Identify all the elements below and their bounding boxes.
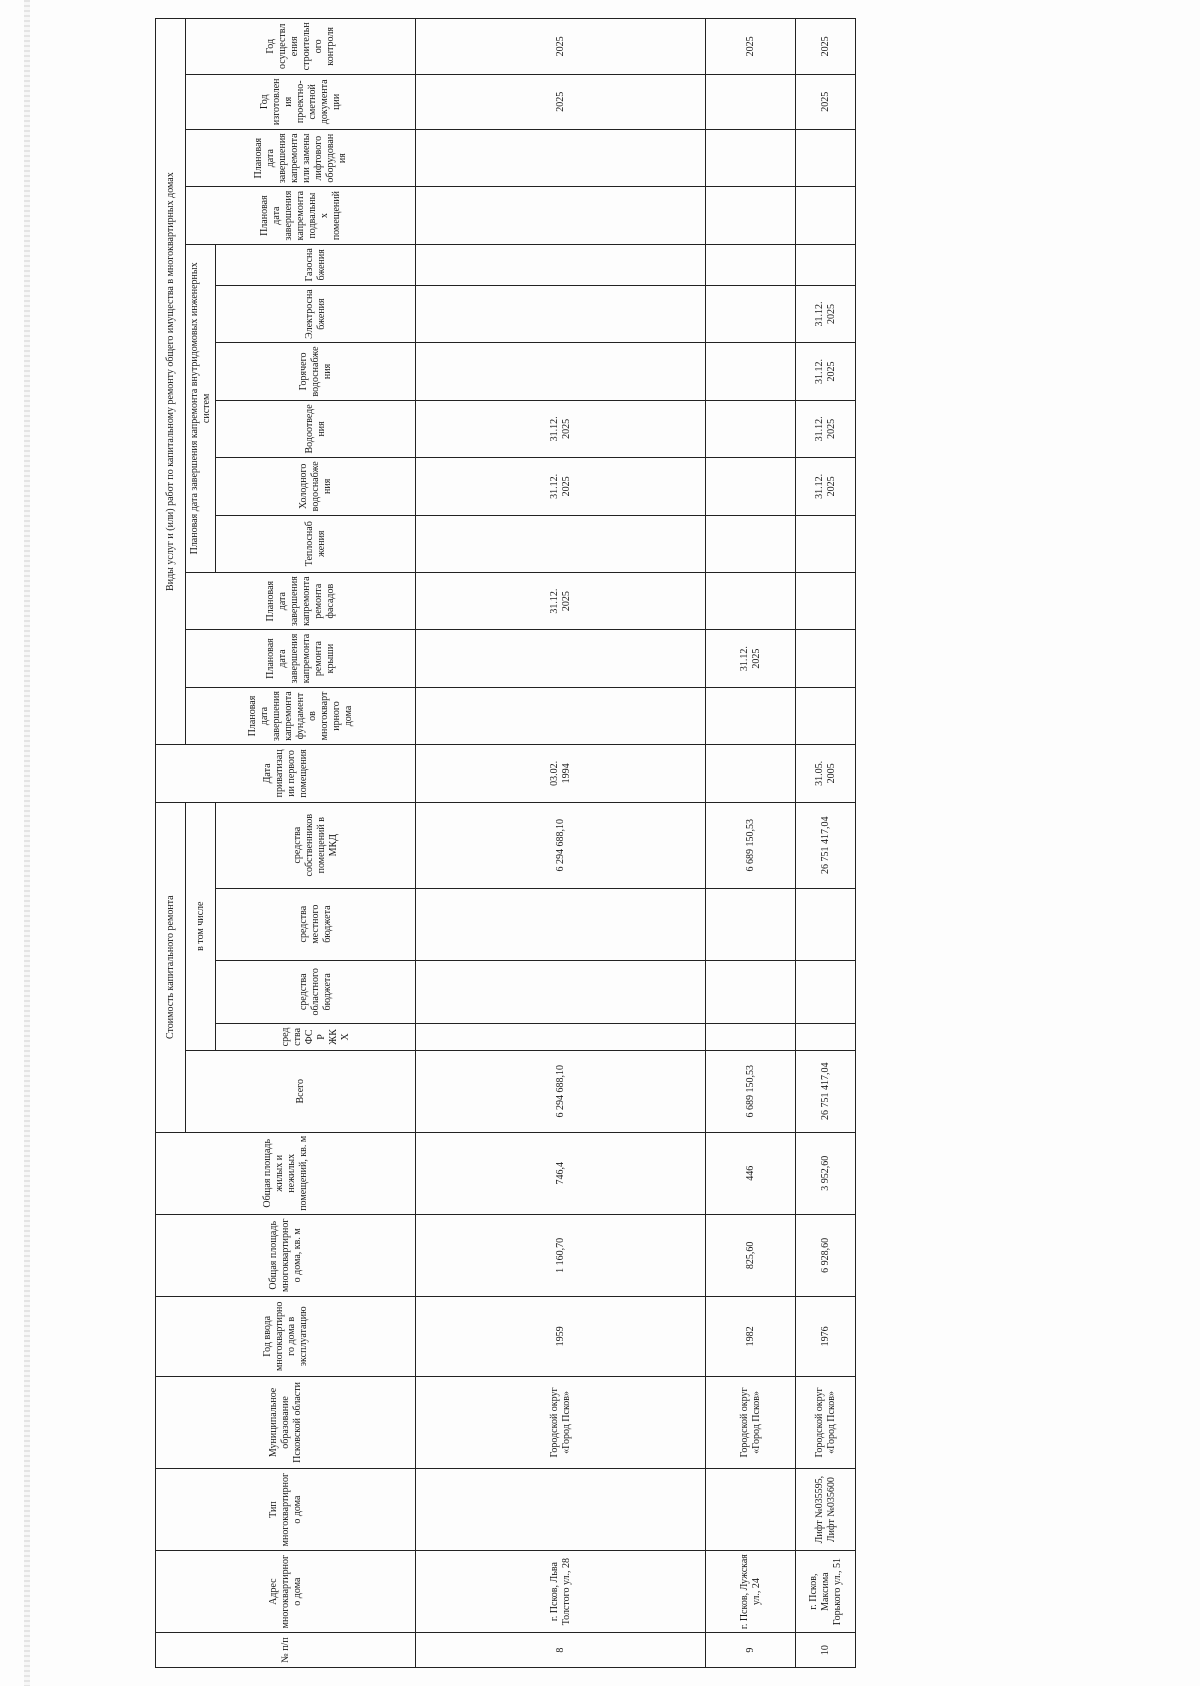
col-cold: Холодного водоснабжения [216,458,416,515]
col-group-works: Виды услуг и (или) работ по капитальному ремонту общего имущества в многоквартирных домах [156,19,186,745]
cell-num: 8 [416,1633,706,1668]
cell-elevator [416,129,706,186]
col-heat: Теплоснабжения [216,515,416,572]
cell-elevator [796,129,856,186]
cell-facade: 31.12. 2025 [416,572,706,629]
cell-elevator [706,129,796,186]
cell-sewer: 31.12. 2025 [796,400,856,457]
cell-cost-total: 6 294 688,10 [416,1050,706,1132]
cell-power: 31.12. 2025 [796,285,856,342]
cell-privatization: 31.05. 2005 [796,745,856,802]
cell-premises-area: 3 952,60 [796,1132,856,1214]
cell-cost-total: 6 689 150,53 [706,1050,796,1132]
cell-cold [706,458,796,515]
cell-address: г. Псков, Лужская ул., 24 [706,1551,796,1633]
cell-total-area: 6 928,60 [796,1214,856,1296]
cell-local [416,888,706,960]
cell-num: 9 [706,1633,796,1668]
col-cost-total: Всего [186,1050,416,1132]
cell-fund [796,1024,856,1051]
cell-gas [706,244,796,285]
cell-num: 10 [796,1633,856,1668]
cell-owners: 6 689 150,53 [706,802,796,888]
cell-foundation [416,687,706,744]
cell-gas [416,244,706,285]
cell-hot: 31.12. 2025 [796,343,856,400]
cell-privatization: 03.02. 1994 [416,745,706,802]
col-group-cost: Стоимость капитального ремонта [156,802,186,1132]
cell-cold: 31.12. 2025 [416,458,706,515]
cell-year-commission: 1982 [706,1296,796,1376]
cell-basement [796,187,856,244]
cell-design-year: 2025 [796,74,856,129]
col-address: Адрес многоквартирного дома [156,1551,416,1633]
table-row [706,19,796,1668]
col-basement: Плановая дата завершения капремонта подвальных помещений [186,187,416,244]
col-control-year: Год осуществления строительного контроля [186,19,416,75]
cell-heat [416,515,706,572]
col-hot: Горячего водоснабжения [216,343,416,400]
col-num: № п/п [156,1633,416,1668]
cell-sewer [706,400,796,457]
cell-heat [796,515,856,572]
cell-heat [706,515,796,572]
cell-year-commission: 1959 [416,1296,706,1376]
cell-facade [706,572,796,629]
cell-control-year: 2025 [706,19,796,75]
col-regional: средства областного бюджета [216,960,416,1024]
cell-cost-total: 26 751 417,04 [796,1050,856,1132]
col-group-systems: Плановая дата завершения капремонта внутридомовых инженерных систем [186,244,216,572]
cell-basement [706,187,796,244]
cell-roof: 31.12. 2025 [706,630,796,687]
cell-hot [416,343,706,400]
col-premises-area: Общая площадь жилых и нежилых помещений, кв. м [156,1132,416,1214]
cell-regional [416,960,706,1024]
cell-address: г. Псков, Льва Толстого ул., 28 [416,1551,706,1633]
cell-owners: 6 294 688,10 [416,802,706,888]
col-power: Электроснабжения [216,285,416,342]
cell-local [796,888,856,960]
col-privatization: Дата приватизации первого помещения [156,745,416,802]
cell-regional [706,960,796,1024]
cell-power [416,285,706,342]
cell-design-year: 2025 [416,74,706,129]
cell-privatization [706,745,796,802]
cell-total-area: 825,60 [706,1214,796,1296]
col-local: средства местного бюджета [216,888,416,960]
cell-year-commission: 1976 [796,1296,856,1376]
cell-fund [416,1024,706,1051]
table-row [796,19,856,1668]
cell-design-year [706,74,796,129]
col-roof: Плановая дата завершения капремонта ремонта крыши [186,630,416,687]
cell-house-type: Лифт №035595, Лифт №035600 [796,1469,856,1551]
cell-basement [416,187,706,244]
cell-facade [796,572,856,629]
col-year-commission: Год ввода многоквартирного дома в эксплуатацию [156,1296,416,1376]
col-sewer: Водоотведения [216,400,416,457]
cell-hot [706,343,796,400]
col-facade: Плановая дата завершения капремонта ремонта фасадов [186,572,416,629]
cell-municipality: Городской округ «Город Псков» [416,1376,706,1468]
cell-house-type [706,1469,796,1551]
cell-gas [796,244,856,285]
cell-foundation [796,687,856,744]
cell-premises-area: 446 [706,1132,796,1214]
cell-power [706,285,796,342]
col-foundation: Плановая дата завершения капремонта фундаментов многоквартирного дома [186,687,416,744]
cell-control-year: 2025 [796,19,856,75]
cell-total-area: 1 160,70 [416,1214,706,1296]
col-elevator: Плановая дата завершения капремонта или замены лифтового оборудования [186,129,416,186]
cell-municipality: Городской округ «Город Псков» [706,1376,796,1468]
cell-address: г. Псков, Максима Горького ул., 51 [796,1551,856,1633]
col-design-year: Год изготовления проектно-сметной документации [186,74,416,129]
col-municipality: Муниципальное образование Псковской области [156,1376,416,1468]
cell-roof [796,630,856,687]
col-house-type: Тип многоквартирного дома [156,1469,416,1551]
table-row [416,19,706,1668]
capital-repair-table [155,18,856,1668]
cell-cold: 31.12. 2025 [796,458,856,515]
cell-roof [416,630,706,687]
col-owners: средства собственников помещений в МКД [216,802,416,888]
col-gas: Газоснабжения [216,244,416,285]
cell-regional [796,960,856,1024]
cell-local [706,888,796,960]
cell-house-type [416,1469,706,1551]
cell-owners: 26 751 417,04 [796,802,856,888]
cell-fund [706,1024,796,1051]
col-fund: средства ФСР ЖКХ [216,1024,416,1051]
cell-foundation [706,687,796,744]
col-total-area: Общая площадь многоквартирного дома, кв. м [156,1214,416,1296]
col-incl: в том числе [186,802,216,1050]
cell-sewer: 31.12. 2025 [416,400,706,457]
cell-municipality: Городской округ «Город Псков» [796,1376,856,1468]
cell-premises-area: 746,4 [416,1132,706,1214]
cell-control-year: 2025 [416,19,706,75]
